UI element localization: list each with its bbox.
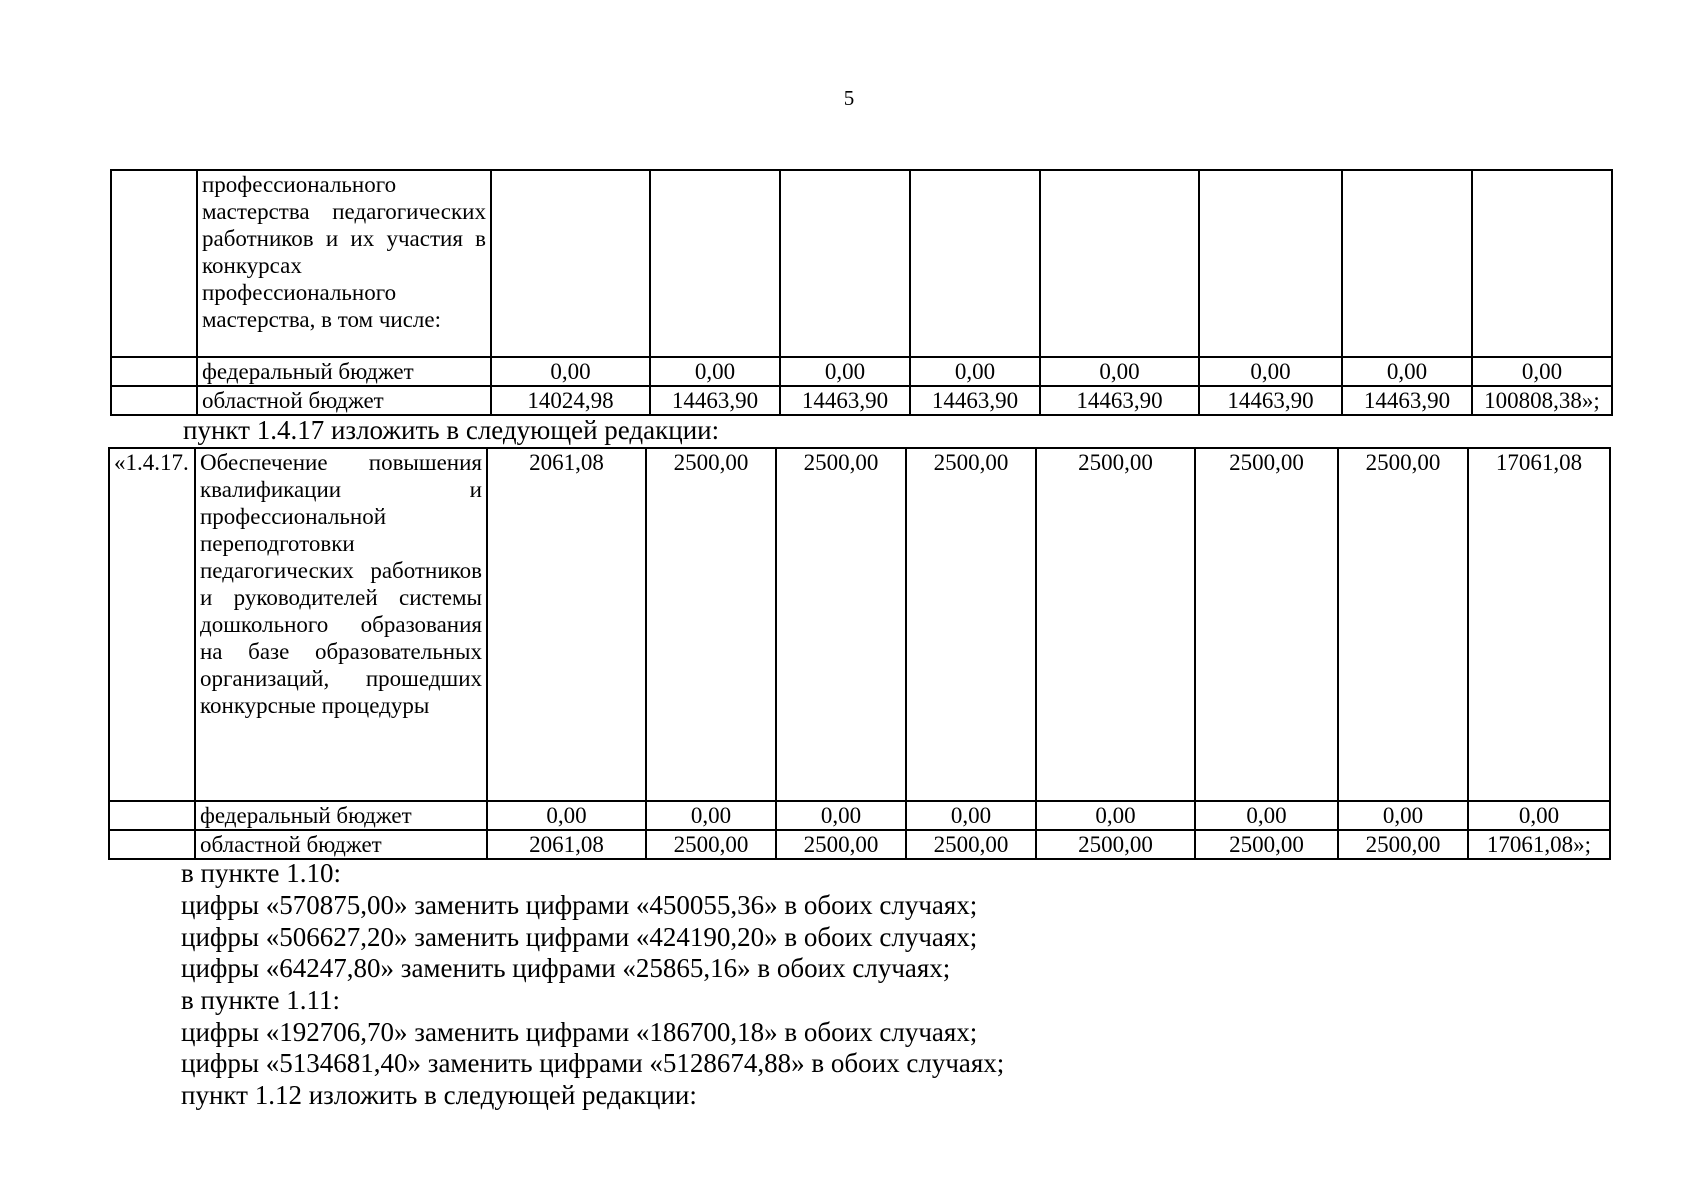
federal-budget-label: федеральный бюджет bbox=[195, 801, 487, 830]
measure-label: Обеспечение повышения квалификации и профессиональной переподготовки педагогических работников и руководителей системы дошкольного образования на базе образовательных организаций, прошедших конкурсные процедуры bbox=[195, 448, 487, 801]
value-cell: 14463,90 bbox=[1040, 386, 1199, 415]
value-cell: 14463,90 bbox=[650, 386, 780, 415]
amendment-line: в пункте 1.11: bbox=[181, 985, 340, 1015]
value-cell: 2500,00 bbox=[906, 448, 1036, 801]
value-cell: 2500,00 bbox=[776, 448, 906, 801]
value-cell: 2500,00 bbox=[776, 830, 906, 859]
value-cell: 0,00 bbox=[646, 801, 776, 830]
value-cell: 0,00 bbox=[1040, 357, 1199, 386]
amendment-line: в пункте 1.10: bbox=[181, 858, 341, 888]
code-cell bbox=[111, 170, 197, 357]
value-cell: 0,00 bbox=[906, 801, 1036, 830]
amendment-line: цифры «192706,70» заменить цифрами «186700,18» в обоих случаях; bbox=[181, 1017, 978, 1047]
value-cell: 14024,98 bbox=[491, 386, 650, 415]
value-cell: 14463,90 bbox=[910, 386, 1040, 415]
amendment-line: цифры «5134681,40» заменить цифрами «5128674,88» в обоих случаях; bbox=[181, 1048, 1005, 1078]
amendment-line: цифры «506627,20» заменить цифрами «424190,20» в обоих случаях; bbox=[181, 922, 978, 952]
federal-budget-label: федеральный бюджет bbox=[197, 357, 491, 386]
value-cell: 2500,00 bbox=[1036, 448, 1195, 801]
value-cell: 0,00 bbox=[1342, 357, 1472, 386]
value-cell: 0,00 bbox=[1199, 357, 1342, 386]
value-cell: 2500,00 bbox=[1195, 448, 1338, 801]
regional-budget-label: областной бюджет bbox=[195, 830, 487, 859]
value-cell: 2500,00 bbox=[1338, 448, 1468, 801]
value-cell: 0,00 bbox=[487, 801, 646, 830]
value-cell: 0,00 bbox=[1338, 801, 1468, 830]
table-row bbox=[109, 448, 1610, 801]
value-cell: 2061,08 bbox=[487, 830, 646, 859]
point-1417-heading: пункт 1.4.17 изложить в следующей редакции: bbox=[183, 415, 720, 445]
page-number: 5 bbox=[843, 86, 855, 110]
value-cell: 2500,00 bbox=[1338, 830, 1468, 859]
value-cell: 2500,00 bbox=[1036, 830, 1195, 859]
value-cell: 2061,08 bbox=[487, 448, 646, 801]
amendment-line: цифры «64247,80» заменить цифрами «25865,16» в обоих случаях; bbox=[181, 953, 951, 983]
measure-label: профессионального мастерства педагогических работников и их участия в конкурсах профессионального мастерства, в том числе: bbox=[197, 170, 491, 357]
value-cell: 0,00 bbox=[650, 357, 780, 386]
value-cell: 0,00 bbox=[1472, 357, 1612, 386]
table-row bbox=[109, 830, 1610, 859]
value-cell: 0,00 bbox=[1195, 801, 1338, 830]
regional-budget-label: областной бюджет bbox=[197, 386, 491, 415]
value-cell: 0,00 bbox=[780, 357, 910, 386]
table-row bbox=[111, 386, 1612, 415]
value-cell: 0,00 bbox=[1468, 801, 1610, 830]
table-row bbox=[111, 170, 1612, 357]
budget-table-continued bbox=[110, 169, 1613, 416]
value-cell: 17061,08 bbox=[1468, 448, 1610, 801]
table-row bbox=[111, 357, 1612, 386]
value-cell: 14463,90 bbox=[780, 386, 910, 415]
code-cell: «1.4.17. bbox=[109, 448, 195, 801]
value-cell: 14463,90 bbox=[1199, 386, 1342, 415]
value-cell: 14463,90 bbox=[1342, 386, 1472, 415]
value-cell: 2500,00 bbox=[906, 830, 1036, 859]
amendment-line: цифры «570875,00» заменить цифрами «450055,36» в обоих случаях; bbox=[181, 890, 978, 920]
value-cell: 2500,00 bbox=[646, 448, 776, 801]
budget-table-1417 bbox=[108, 447, 1611, 860]
value-cell: 2500,00 bbox=[646, 830, 776, 859]
amendment-line: пункт 1.12 изложить в следующей редакции: bbox=[181, 1080, 697, 1110]
value-cell: 0,00 bbox=[776, 801, 906, 830]
value-cell: 2500,00 bbox=[1195, 830, 1338, 859]
value-cell: 17061,08»; bbox=[1468, 830, 1610, 859]
table-row bbox=[109, 801, 1610, 830]
value-cell: 0,00 bbox=[910, 357, 1040, 386]
value-cell: 0,00 bbox=[491, 357, 650, 386]
value-cell: 0,00 bbox=[1036, 801, 1195, 830]
value-cell: 100808,38»; bbox=[1472, 386, 1612, 415]
